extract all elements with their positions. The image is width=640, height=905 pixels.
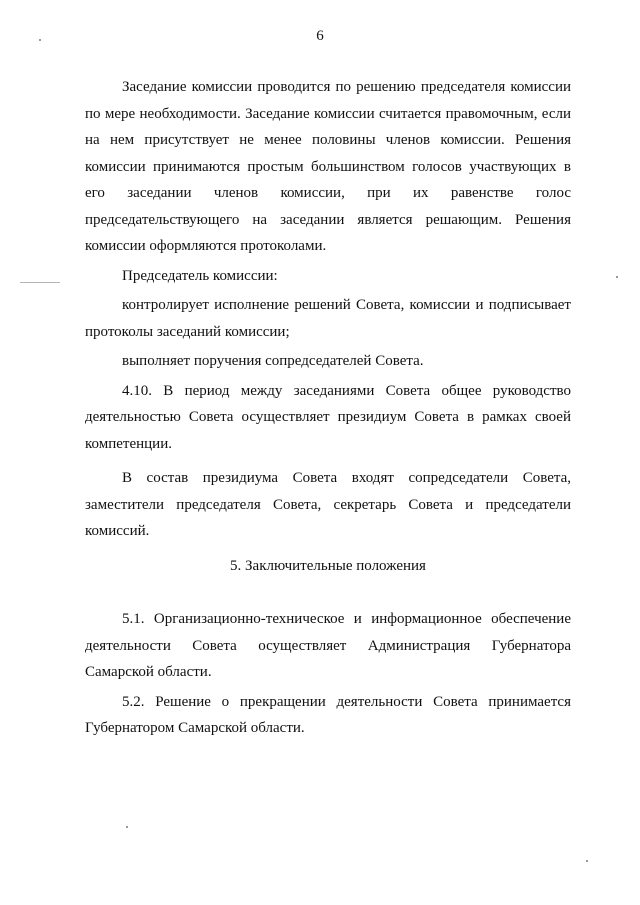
page-number: 6 [316,28,324,44]
section-heading: 5. Заключительные положения [230,558,426,574]
section-heading-block [85,553,571,580]
paragraph-commission-meeting: Заседание комиссии проводится по решению председателя комиссии по мере необходимости. Заседание комиссии считается правомочным, если на нем присутствует не менее половины членов комиссии. Решения комиссии принимаются простым большинством голосов участвующих в его заседании членов комиссии, при их равенстве голос председательствующего на заседании является решающим. Решения комиссии оформляются протоколами. [85,79,571,254]
scan-dash-line [20,282,60,283]
paragraph-chairman-controls: контролирует исполнение решений Совета, комиссии и подписывает протоколы заседаний комиссии; [85,297,571,340]
paragraph-chairman-heading: Председатель комиссии: [122,267,278,284]
paragraph-5-1: 5.1. Организационно-техническое и информационное обеспечение деятельности Совета осуществляет Администрация Губернатора Самарской области. [85,611,571,680]
paragraph-4-10: 4.10. В период между заседаниями Совета общее руководство деятельностью Совета осуществляет президиум Совета в рамках своей компетенции. [85,382,571,452]
paragraph-presidium: В состав президиума Совета входят сопредседатели Совета, заместители председателя Совета, секретарь Совета и председатели комиссий. [85,470,571,539]
scan-dot [586,860,588,862]
body-text-upper [85,74,571,545]
scan-dot [616,276,618,278]
scan-dot [126,826,128,828]
paragraph-chairman-orders: выполняет поручения сопредседателей Совета. [122,353,424,369]
paragraph-5-2: 5.2. Решение о прекращении деятельности Совета принимается Губернатором Самарской области. [85,693,571,736]
scan-dot [39,39,41,41]
body-text-lower [85,606,571,742]
